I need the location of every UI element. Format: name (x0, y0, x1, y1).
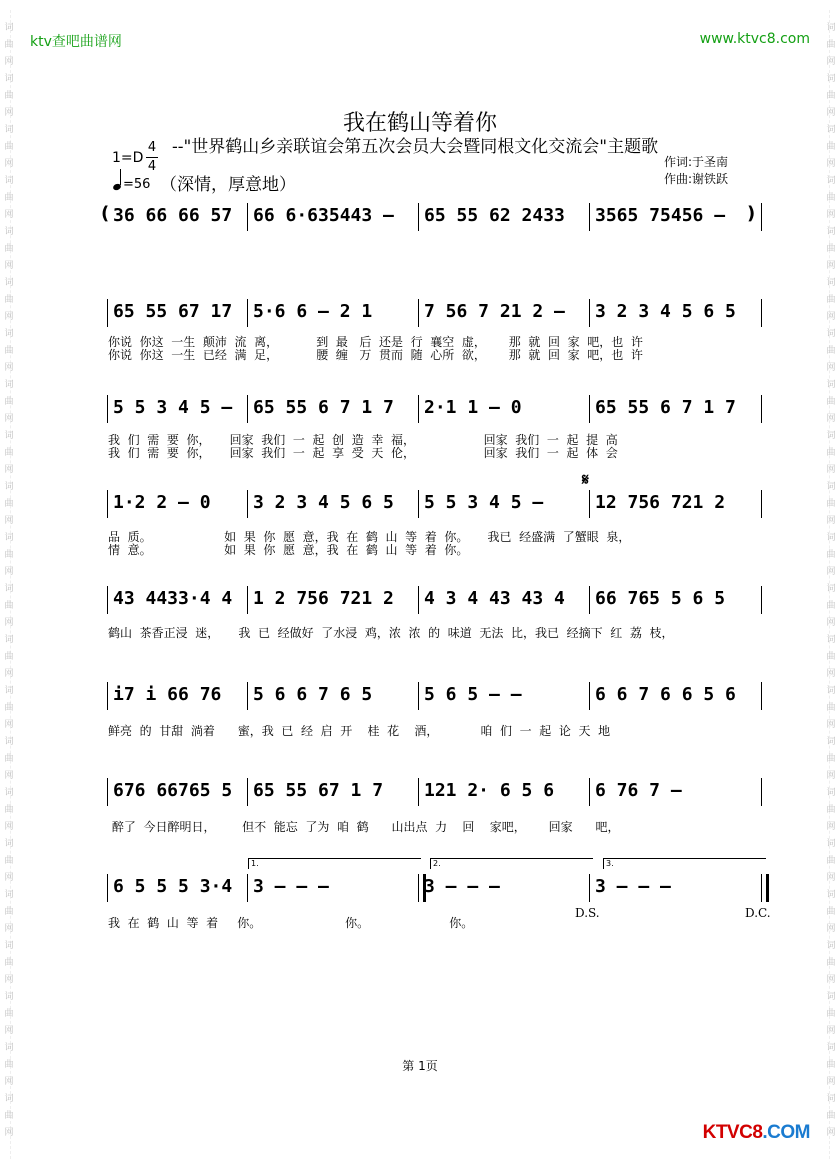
watermark-char: 词 (4, 74, 14, 84)
watermark-char: 词 (4, 533, 14, 543)
watermark-char: 词 (4, 125, 14, 135)
time-signature (146, 139, 158, 176)
barline (107, 586, 108, 614)
tempo-marking (113, 172, 150, 192)
watermark-char: 网 (826, 1026, 836, 1036)
watermark-char: 曲 (826, 397, 836, 407)
watermark-char: 词 (4, 278, 14, 288)
watermark-char: 词 (826, 737, 836, 747)
watermark-char: 词 (826, 23, 836, 33)
site-name[interactable]: ktv查吧曲谱网 (30, 34, 122, 50)
watermark-char: 网 (826, 57, 836, 67)
measure-notes: 5 6 6 7 6 5 (253, 684, 373, 705)
barline (418, 299, 419, 327)
lyric-line: 我 们 需 要 你， 回家 我们 一 起 享 受 天 伦， 回家 我们 一 起 体 会 (108, 446, 618, 460)
measure-notes: 65 55 67 17 (113, 301, 233, 322)
watermark-char: 曲 (4, 550, 14, 560)
barline (761, 299, 762, 327)
lyric-line: 你说 你这 一生 已经 满 足， 腰 缠 万 贯而 随 心所 欲， 那 就 回 家 吧，也 许 (108, 348, 643, 362)
score-row (107, 778, 763, 806)
barline (107, 299, 108, 327)
watermark-char: 网 (826, 1077, 836, 1087)
watermark-char: 曲 (826, 652, 836, 662)
watermark-char: 网 (4, 159, 14, 169)
watermark-char: 网 (4, 822, 14, 832)
barline (589, 586, 590, 614)
watermark-char: 词 (826, 890, 836, 900)
measure-notes: 3 2 3 4 5 6 5 (595, 301, 736, 322)
barline (761, 778, 762, 806)
watermark-char: 网 (4, 57, 14, 67)
measure-notes: i7 i 66 76 (113, 684, 222, 705)
watermark-char: 曲 (826, 550, 836, 560)
measure-notes: 2·1 1 – 0 (424, 397, 522, 418)
footer-logo[interactable] (703, 1122, 810, 1144)
watermark-char: 曲 (4, 652, 14, 662)
watermark-char: 词 (826, 992, 836, 1002)
watermark-char: 网 (4, 771, 14, 781)
watermark-char: 曲 (4, 40, 14, 50)
barline (107, 874, 108, 902)
measure-notes: 121 2· 6 5 6 (424, 780, 555, 801)
watermark-char: 词 (826, 278, 836, 288)
watermark-char: 曲 (4, 754, 14, 764)
barline (589, 299, 590, 327)
lyric-line: 醉了 今日醉明日， 但不 能忘 了为 咱 鹤 山出点 力 回 家吧， 回家 吧， (108, 820, 620, 834)
measure-notes: 43 4433·4 4 (113, 588, 233, 609)
watermark-char: 曲 (826, 295, 836, 305)
watermark-char: 网 (826, 108, 836, 118)
watermark-char: 网 (4, 975, 14, 985)
watermark-char: 网 (4, 669, 14, 679)
watermark-char: 曲 (826, 703, 836, 713)
watermark-char: 网 (4, 465, 14, 475)
barline (107, 682, 108, 710)
watermark-char: 网 (826, 873, 836, 883)
watermark-char: 网 (4, 873, 14, 883)
watermark-char: 词 (826, 635, 836, 645)
watermark-char: 曲 (826, 142, 836, 152)
watermark-char: 曲 (4, 142, 14, 152)
measure-notes: 5 5 3 4 5 – (113, 397, 233, 418)
watermark-char: 词 (4, 635, 14, 645)
barline (589, 203, 590, 231)
watermark-char: 词 (4, 686, 14, 696)
watermark-left (2, 22, 16, 1144)
measure-notes: 1 2 756 721 2 (253, 588, 394, 609)
watermark-char: 词 (826, 533, 836, 543)
watermark-char: 曲 (4, 601, 14, 611)
watermark-char: 词 (4, 992, 14, 1002)
measure-notes: 66 765 5 6 5 (595, 588, 726, 609)
barline (247, 299, 248, 327)
watermark-char: 词 (4, 584, 14, 594)
measure-notes: 3 – – – (595, 876, 671, 897)
watermark-char: 网 (826, 210, 836, 220)
watermark-char: 网 (826, 771, 836, 781)
watermark-char: 网 (826, 465, 836, 475)
watermark-char: 曲 (4, 958, 14, 968)
volta-3: 3. (603, 858, 766, 869)
lyric-line: 我 们 需 要 你， 回家 我们 一 起 创 造 幸 福， 回家 我们 一 起 提 高 (108, 433, 618, 447)
barline (418, 586, 419, 614)
barline (247, 490, 248, 518)
dc-mark: D.C. (745, 906, 771, 920)
watermark-char: 网 (826, 975, 836, 985)
measure-notes: 5 6 5 – – (424, 684, 522, 705)
measure-notes: 12 756 721 2 (595, 492, 726, 513)
barline (418, 395, 419, 423)
tempo-value: =56 (123, 177, 151, 192)
watermark-char: 词 (826, 1043, 836, 1053)
barline (107, 395, 108, 423)
composer: 作曲:谢铁跃 (664, 172, 729, 186)
time-denominator: 4 (147, 159, 157, 174)
watermark-char: 曲 (4, 499, 14, 509)
score-row (107, 586, 763, 614)
watermark-char: 词 (826, 788, 836, 798)
watermark-char: 网 (826, 516, 836, 526)
barline (247, 874, 248, 902)
watermark-char: 词 (4, 431, 14, 441)
barline (247, 395, 248, 423)
watermark-char: 网 (4, 108, 14, 118)
site-url[interactable]: www.ktvc8.com (699, 31, 810, 47)
watermark-char: 曲 (826, 244, 836, 254)
score-row (101, 203, 763, 231)
watermark-char: 曲 (826, 805, 836, 815)
watermark-char: 词 (4, 1094, 14, 1104)
watermark-char: 词 (4, 176, 14, 186)
measure-notes: 36 66 66 57 (113, 205, 233, 226)
watermark-char: 网 (826, 312, 836, 322)
barline (418, 682, 419, 710)
measure-notes: 7 56 7 21 2 – (424, 301, 565, 322)
watermark-char: 曲 (826, 1111, 836, 1121)
note-stem (120, 169, 121, 185)
watermark-char: 网 (4, 1077, 14, 1087)
watermark-char: 词 (4, 23, 14, 33)
watermark-char: 词 (4, 380, 14, 390)
watermark-char: 曲 (4, 295, 14, 305)
measure-notes: 5 5 3 4 5 – (424, 492, 544, 513)
watermark-char: 曲 (826, 91, 836, 101)
segno-icon: 𝄋 (582, 470, 589, 489)
barline (247, 778, 248, 806)
watermark-char: 词 (826, 125, 836, 135)
lyric-line: 我 在 鹤 山 等 着 你。 你。 你。 (108, 916, 474, 930)
measure-notes: 3 – – – (424, 876, 500, 897)
watermark-char: 曲 (826, 346, 836, 356)
measure-notes: 6 6 7 6 6 5 6 (595, 684, 736, 705)
watermark-char: 词 (4, 329, 14, 339)
watermark-char: 词 (826, 227, 836, 237)
watermark-char: 词 (826, 176, 836, 186)
barline (107, 778, 108, 806)
logo-text: KTVC8 (702, 1122, 763, 1143)
watermark-char: 网 (826, 363, 836, 373)
barline (589, 874, 590, 902)
watermark-char: 曲 (826, 1009, 836, 1019)
watermark-char: 曲 (826, 448, 836, 458)
watermark-char: 曲 (4, 907, 14, 917)
watermark-char: 词 (826, 839, 836, 849)
watermark-char: 词 (826, 686, 836, 696)
watermark-char: 曲 (4, 193, 14, 203)
watermark-char: 词 (826, 329, 836, 339)
barline (418, 490, 419, 518)
watermark-char: 网 (4, 1128, 14, 1138)
repeat-paren-close: ) (747, 203, 756, 224)
lyricist: 作词:于圣南 (664, 155, 729, 169)
watermark-char: 曲 (826, 958, 836, 968)
barline (589, 682, 590, 710)
measure-notes: 3565 75456 – (595, 205, 726, 226)
barline (589, 395, 590, 423)
barline (761, 490, 762, 518)
measure-notes: 1·2 2 – 0 (113, 492, 211, 513)
watermark-char: 词 (826, 482, 836, 492)
volta-1: 1. (248, 858, 421, 869)
measure-notes: 5·6 6 – 2 1 (253, 301, 373, 322)
lyric-line: 鲜亮 的 甘甜 淌着 蜜，我 已 经 启 开 桂 花 酒， 咱 们 一 起 论 天 地 (108, 724, 611, 738)
watermark-right (824, 22, 838, 1144)
barline (107, 490, 108, 518)
watermark-char: 词 (4, 1043, 14, 1053)
measure-notes: 65 55 62 2433 (424, 205, 565, 226)
watermark-char: 曲 (4, 1111, 14, 1121)
watermark-char: 曲 (826, 601, 836, 611)
expression-mark: （深情，厚意地） (160, 175, 296, 195)
lyric-line: 情 意。 如 果 你 愿 意，我 在 鹤 山 等 着 你。 (108, 543, 469, 557)
barline (589, 490, 590, 518)
watermark-char: 曲 (4, 397, 14, 407)
watermark-char: 网 (4, 618, 14, 628)
measure-notes: 6 5 5 5 3·4 (113, 876, 233, 897)
watermark-char: 词 (826, 380, 836, 390)
barline (418, 778, 419, 806)
barline (761, 203, 762, 231)
watermark-char: 网 (4, 363, 14, 373)
watermark-char: 曲 (4, 448, 14, 458)
barline (589, 778, 590, 806)
song-subtitle: --"世界鹤山乡亲联谊会第五次会员大会暨同根文化交流会"主题歌 (172, 137, 659, 157)
watermark-char: 词 (826, 74, 836, 84)
score-row (107, 874, 763, 902)
score-row (107, 490, 763, 518)
measure-notes: 676 66765 5 (113, 780, 233, 801)
score-row (107, 395, 763, 423)
barline (247, 586, 248, 614)
watermark-char: 网 (826, 159, 836, 169)
barline (761, 586, 762, 614)
watermark-char: 曲 (826, 40, 836, 50)
watermark-char: 曲 (826, 754, 836, 764)
watermark-char: 曲 (4, 703, 14, 713)
watermark-char: 曲 (4, 856, 14, 866)
watermark-char: 网 (4, 312, 14, 322)
watermark-char: 词 (4, 482, 14, 492)
watermark-char: 曲 (826, 499, 836, 509)
watermark-char: 网 (826, 924, 836, 934)
watermark-char: 网 (826, 1128, 836, 1138)
watermark-char: 曲 (4, 1009, 14, 1019)
measure-notes: 4 3 4 43 43 4 (424, 588, 565, 609)
watermark-char: 词 (4, 737, 14, 747)
barline (761, 874, 769, 902)
watermark-char: 曲 (826, 856, 836, 866)
measure-notes: 6 76 7 – (595, 780, 682, 801)
lyric-line: 你说 你这 一生 颠沛 流 离， 到 最 后 还是 行 襄空 虚， 那 就 回 家 吧，也 许 (108, 335, 643, 349)
logo-suffix: .COM (762, 1122, 810, 1143)
time-numerator: 4 (146, 139, 158, 158)
watermark-char: 词 (4, 839, 14, 849)
watermark-char: 曲 (4, 805, 14, 815)
score-row (107, 682, 763, 710)
watermark-char: 词 (826, 941, 836, 951)
watermark-char: 词 (4, 890, 14, 900)
watermark-char: 曲 (826, 1060, 836, 1070)
watermark-char: 词 (826, 1094, 836, 1104)
watermark-char: 网 (826, 567, 836, 577)
watermark-char: 网 (4, 516, 14, 526)
measure-notes: 65 55 6 7 1 7 (253, 397, 394, 418)
lyric-line: 品 质。 如 果 你 愿 意，我 在 鹤 山 等 着 你。 我已 经盛满 了蟹眼 泉， (108, 530, 631, 544)
measure-notes: 66 6·635443 – (253, 205, 394, 226)
barline (247, 682, 248, 710)
watermark-char: 网 (826, 261, 836, 271)
volta-2: 2. (430, 858, 593, 869)
watermark-char: 网 (4, 567, 14, 577)
watermark-char: 网 (826, 618, 836, 628)
watermark-char: 词 (826, 431, 836, 441)
watermark-char: 网 (826, 414, 836, 424)
watermark-char: 词 (4, 227, 14, 237)
measure-notes: 65 55 6 7 1 7 (595, 397, 736, 418)
ds-mark: D.S. (575, 906, 600, 920)
measure-notes: 3 2 3 4 5 6 5 (253, 492, 394, 513)
watermark-char: 网 (4, 720, 14, 730)
watermark-char: 曲 (4, 1060, 14, 1070)
song-title: 我在鹤山等着你 (342, 111, 497, 136)
watermark-char: 词 (4, 788, 14, 798)
barline (247, 203, 248, 231)
lyric-line: 鹤山 茶香正浸 迷， 我 已 经做好 了水浸 鸡，浓 浓 的 味道 无法 比，我已 经摘下 红 荔 枝， (108, 626, 674, 640)
watermark-char: 网 (826, 720, 836, 730)
watermark-char: 曲 (4, 244, 14, 254)
watermark-char: 网 (4, 924, 14, 934)
watermark-char: 曲 (4, 91, 14, 101)
measure-notes: 3 – – – (253, 876, 329, 897)
barline (761, 682, 762, 710)
watermark-char: 网 (4, 414, 14, 424)
watermark-char: 网 (826, 822, 836, 832)
watermark-char: 词 (826, 584, 836, 594)
barline (761, 395, 762, 423)
key-signature: 1=D (112, 150, 144, 166)
repeat-paren-open: ( (101, 203, 110, 224)
watermark-char: 网 (826, 669, 836, 679)
watermark-char: 网 (4, 210, 14, 220)
barline (418, 203, 419, 231)
watermark-char: 曲 (826, 907, 836, 917)
measure-notes: 65 55 67 1 7 (253, 780, 384, 801)
watermark-char: 曲 (826, 193, 836, 203)
watermark-char: 网 (4, 1026, 14, 1036)
watermark-char: 网 (4, 261, 14, 271)
page-number: 第 1页 (402, 1059, 438, 1073)
watermark-char: 曲 (4, 346, 14, 356)
watermark-char: 词 (4, 941, 14, 951)
score-row (107, 299, 763, 327)
